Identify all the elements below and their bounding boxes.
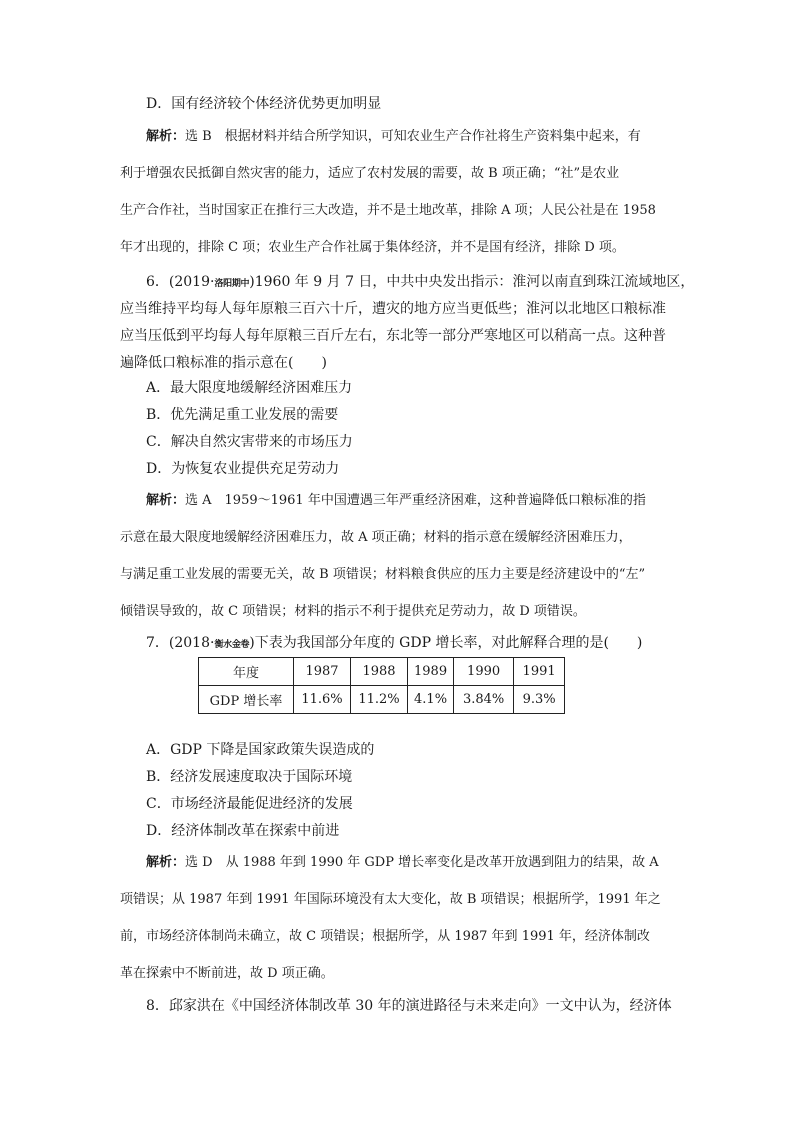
question-7-option-a: A．GDP 下降是国家政策失误造成的: [146, 742, 375, 758]
table-cell: 9.3%: [514, 686, 565, 714]
question-6-option-d: D．为恢复农业提供充足劳动力: [146, 461, 340, 477]
table-cell: 11.2%: [351, 686, 408, 714]
table-header-cell: 年度: [199, 658, 294, 686]
analysis-q7-line: 项错误；从 1987 年到 1991 年国际环境没有太大变化，故 B 项错误；根据所学，1991 年之: [120, 892, 661, 907]
analysis-label: 解析：: [146, 129, 186, 144]
analysis-q7-line: 前，市场经济体制尚未确立，故 C 项错误；根据所学，从 1987 年到 1991 年，经济体制改: [120, 929, 650, 944]
question-6-stem: 6．(2019·洛阳期中)1960 年 9 月 7 日，中共中央发出指示：淮河以南直到珠江流域地区，: [146, 274, 695, 290]
question-6-stem-line: 遍降低口粮标准的指示意在( ): [120, 355, 327, 371]
question-6-stem-line: 应当压低到平均每人每年原粮三百斤左右，东北等一部分严寒地区可以稍高一点。这种普: [120, 328, 666, 344]
table-header-cell: 1989: [408, 658, 454, 686]
analysis-q5-line: 解析：选 B 根据材料并结合所学知识，可知农业生产合作社将生产资料集中起来，有: [146, 129, 641, 144]
analysis-label: 解析：: [146, 855, 186, 870]
question-6-stem-line: 应当维持平均每人每年原粮三百六十斤，遭灾的地方应当更低些；淮河以北地区口粮标准: [120, 301, 666, 317]
table-row: [199, 686, 565, 714]
analysis-q5-line: 年才出现的，排除 C 项；农业生产合作社属于集体经济，并不是国有经济，排除 D 项。: [120, 240, 625, 255]
analysis-q6-line: 与满足重工业发展的需要无关，故 B 项错误；材料粮食供应的压力主要是经济建设中的“左”: [120, 567, 646, 582]
table-header-row: [199, 658, 565, 686]
question-8-stem: 8．邱家洪在《中国经济体制改革 30 年的演进路径与未来走向》一文中认为，经济体: [146, 998, 672, 1014]
table-cell: 4.1%: [408, 686, 454, 714]
table-cell: 3.84%: [454, 686, 514, 714]
question-7-option-c: C．市场经济最能促进经济的发展: [146, 796, 353, 812]
analysis-q6-line: 示意在最大限度地缓解经济困难压力，故 A 项正确；材料的指示意在缓解经济困难压力，: [120, 530, 632, 545]
question-6-option-c: C．解决自然灾害带来的市场压力: [146, 434, 353, 450]
question-7-option-d: D．经济体制改革在探索中前进: [146, 823, 340, 839]
table-cell: GDP 增长率: [199, 686, 294, 714]
question-7-option-b: B．经济发展速度取决于国际环境: [146, 769, 353, 785]
analysis-q7-line: 解析：选 D 从 1988 年到 1990 年 GDP 增长率变化是改革开放遇到阻力的结果，故 A: [146, 855, 659, 870]
analysis-q6-line: 倾错误导致的，故 C 项错误；材料的指示不利于提供充足劳动力，故 D 项错误。: [120, 604, 586, 619]
question-6-option-b: B．优先满足重工业发展的需要: [146, 407, 339, 423]
table-cell: 11.6%: [294, 686, 351, 714]
prev-option-d: D．国有经济较个体经济优势更加明显: [146, 96, 382, 112]
table-header-cell: 1987: [294, 658, 351, 686]
question-source: 洛阳期中: [214, 279, 250, 289]
table-header-cell: 1991: [514, 658, 565, 686]
analysis-label: 解析：: [146, 493, 186, 508]
analysis-q5-line: 利于增强农民抵御自然灾害的能力，适应了农村发展的需要，故 B 项正确；“社”是农业: [120, 166, 620, 181]
analysis-q5-line: 生产合作社，当时国家正在推行三大改造，并不是土地改革，排除 A 项；人民公社是在 1958: [120, 203, 656, 218]
question-7-stem: 7．(2018·衡水金卷)下表为我国部分年度的 GDP 增长率，对此解释合理的是( ): [146, 635, 643, 651]
analysis-q7-line: 革在探索中不断前进，故 D 项正确。: [120, 966, 334, 981]
table-header-cell: 1990: [454, 658, 514, 686]
table-header-cell: 1988: [351, 658, 408, 686]
question-6-option-a: A．最大限度地缓解经济困难压力: [146, 380, 353, 396]
question-source: 衡水金卷: [214, 640, 250, 650]
gdp-growth-table: [198, 657, 565, 714]
analysis-q6-line: 解析：选 A 1959～1961 年中国遭遇三年严重经济困难，这种普遍降低口粮标准的指: [146, 493, 646, 508]
